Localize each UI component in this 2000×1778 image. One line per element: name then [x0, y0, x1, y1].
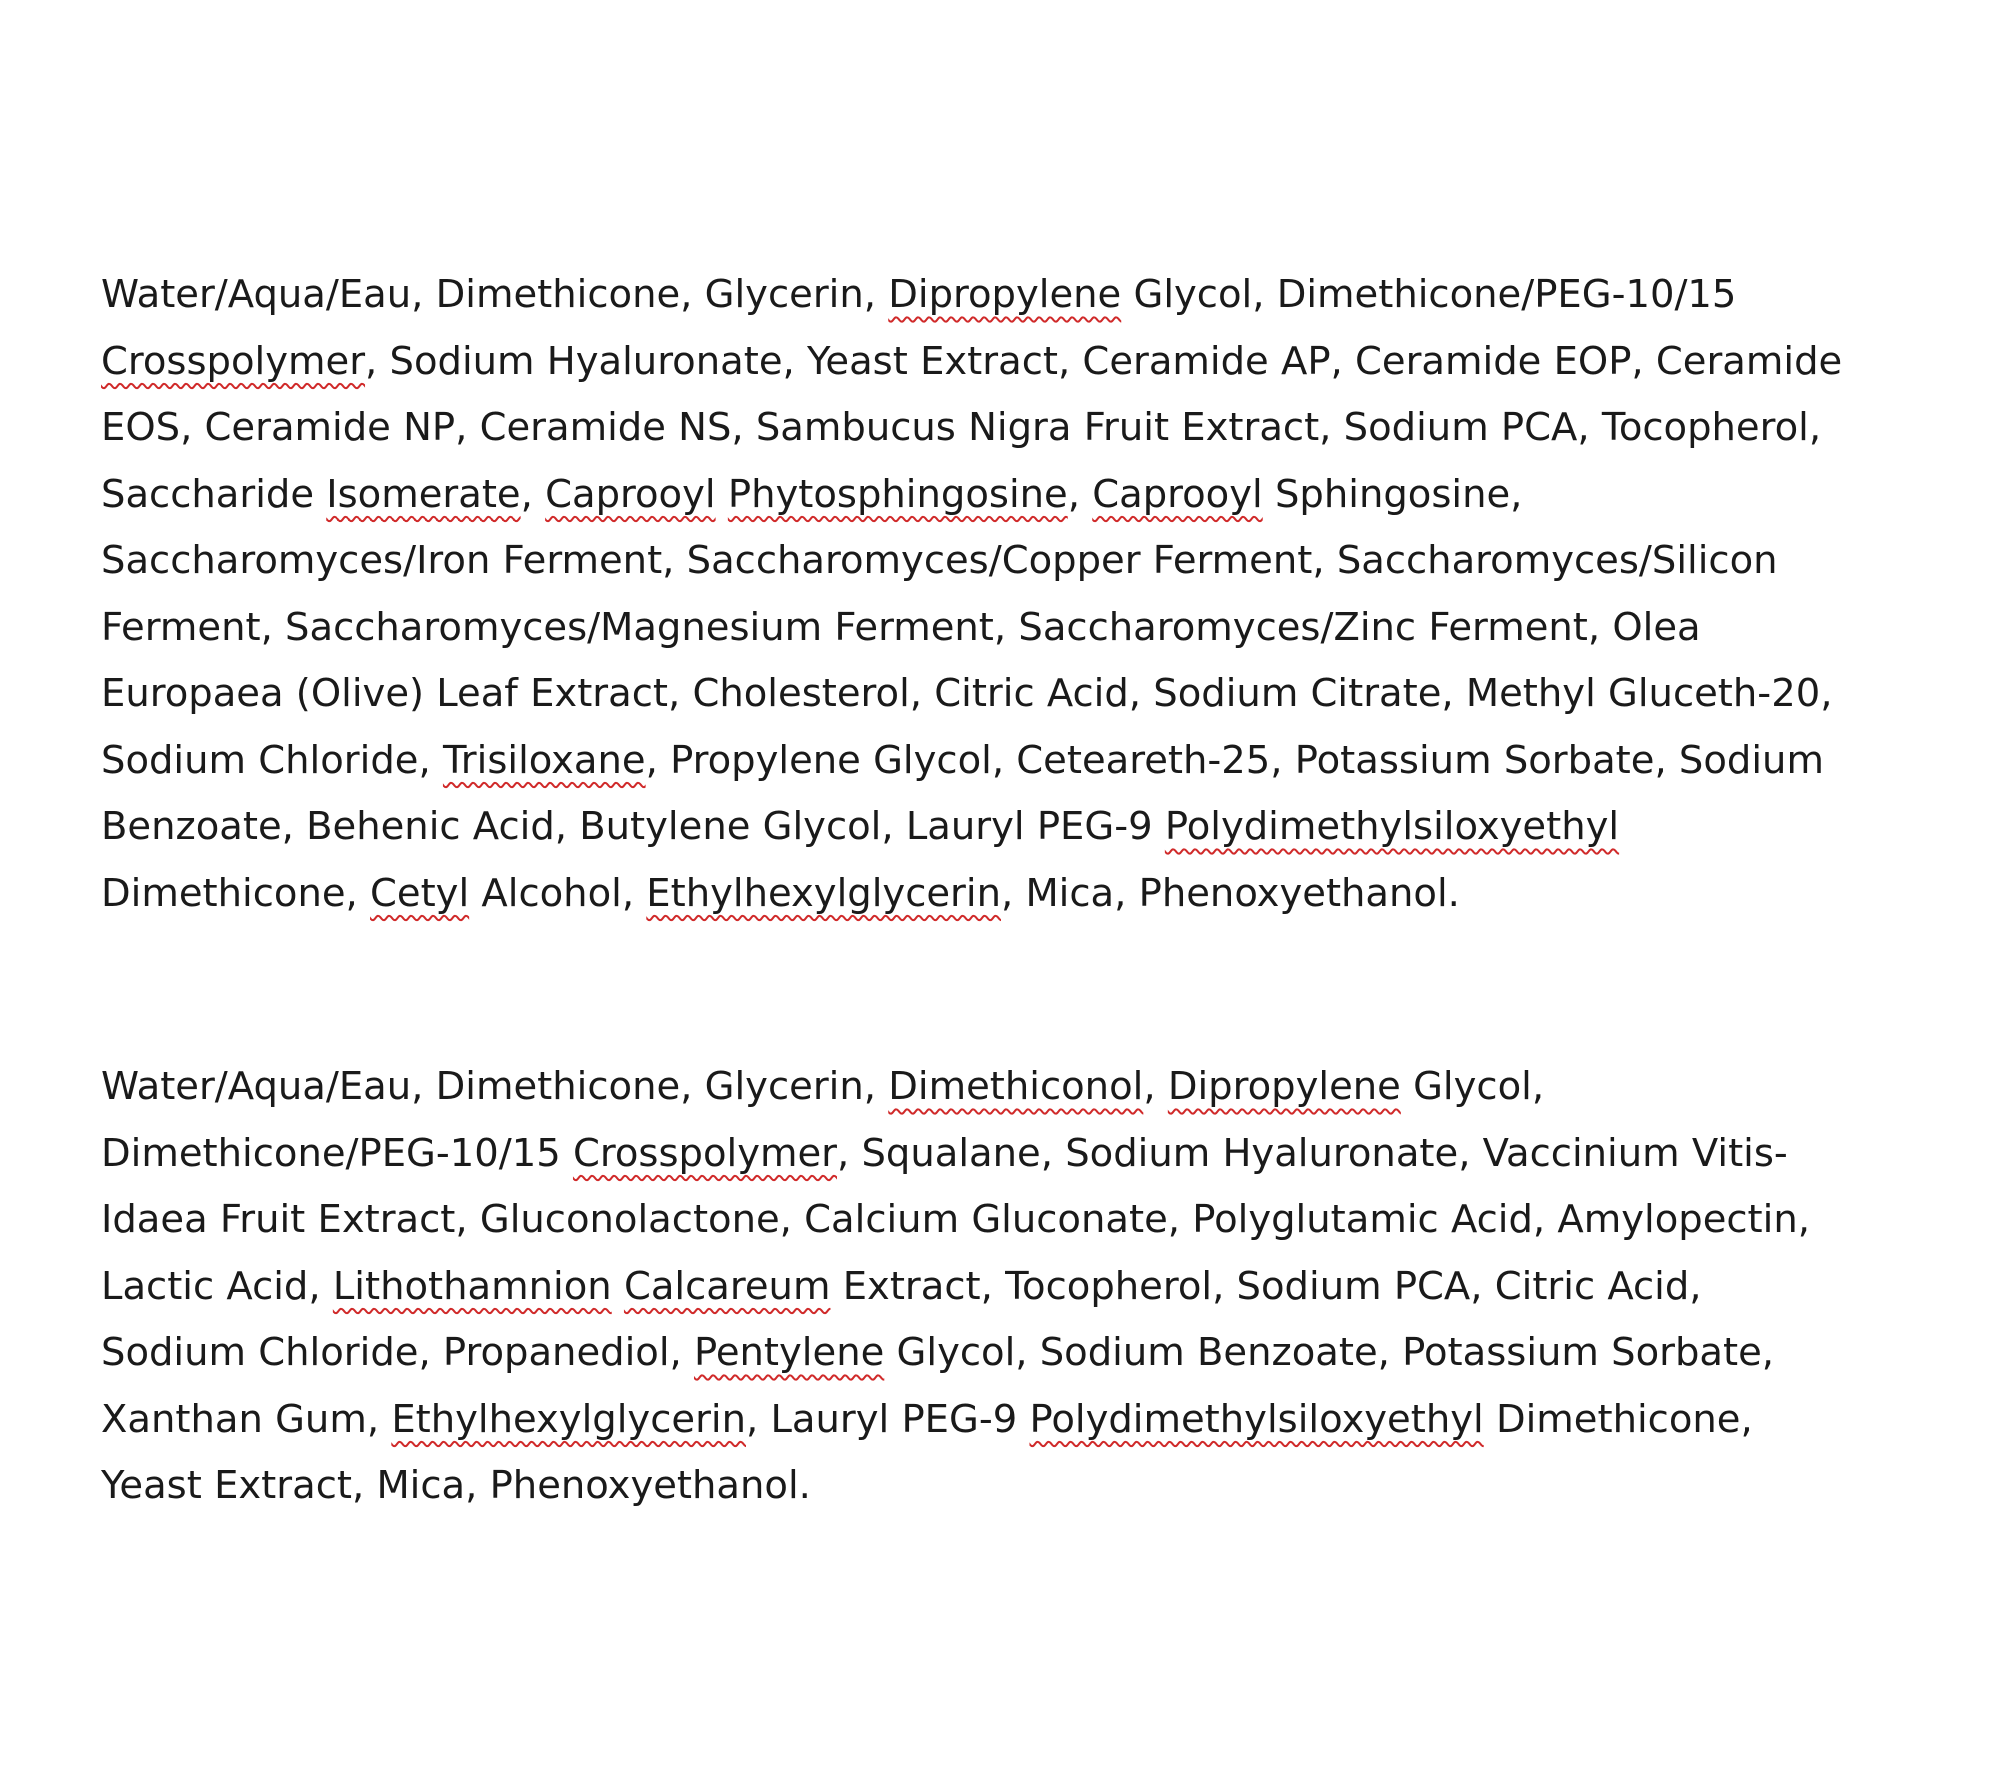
text-line — [101, 1187, 1941, 1254]
ingredient-list-2 — [101, 1054, 1941, 1520]
spellcheck-flagged-word: Calcareum — [623, 1263, 831, 1309]
text-line — [101, 1054, 1941, 1121]
text-line — [101, 1453, 1941, 1520]
text-segment: Saccharide — [101, 471, 327, 517]
spellcheck-flagged-word: Dimethiconol — [888, 1064, 1144, 1109]
text-segment: Water/Aqua/Eau, Dimethicone, Glycerin, — [101, 272, 889, 317]
text-segment: Sphingosine, — [1262, 471, 1523, 517]
text-segment: Yeast Extract, Mica, Phenoxyethanol. — [101, 1463, 811, 1508]
text-segment: , Squalane, Sodium Hyaluronate, Vaccinium Vitis- — [837, 1130, 1788, 1176]
text-line — [101, 1387, 1941, 1454]
spellcheck-flagged-word: Cetyl — [370, 870, 470, 916]
text-line — [101, 395, 1941, 462]
text-segment: Glycol, Dimethicone/PEG-10/15 — [1121, 272, 1737, 317]
text-line — [101, 1320, 1941, 1387]
text-line — [101, 329, 1941, 396]
text-segment: Lactic Acid, — [101, 1263, 333, 1309]
text-segment: , Mica, Phenoxyethanol. — [1000, 870, 1460, 916]
text-segment: EOS, Ceramide NP, Ceramide NS, Sambucus Nigra Fruit Extract, Sodium PCA, Tocopherol, — [101, 405, 1822, 450]
text-segment: , — [520, 471, 546, 517]
spellcheck-flagged-word: Dipropylene — [1167, 1064, 1401, 1109]
spellcheck-flagged-word: Polydimethylsiloxyethyl — [1164, 804, 1620, 849]
spellcheck-flagged-word: Lithothamnion — [332, 1263, 612, 1309]
text-segment: Extract, Tocopherol, Sodium PCA, Citric Acid, — [830, 1263, 1702, 1309]
text-segment: Xanthan Gum, — [101, 1396, 392, 1442]
text-line — [101, 728, 1941, 795]
spellcheck-flagged-word: Caprooyl — [1092, 471, 1263, 517]
text-segment: Saccharomyces/Iron Ferment, Saccharomyces/Copper Ferment, Saccharomyces/Silicon — [101, 538, 1778, 583]
text-segment: Dimethicone, — [101, 870, 371, 916]
text-segment: Sodium Chloride, — [101, 737, 443, 783]
text-segment: Benzoate, Behenic Acid, Butylene Glycol, Lauryl PEG-9 — [101, 804, 1165, 849]
spellcheck-flagged-word: Crosspolymer — [101, 338, 366, 384]
text-line — [101, 794, 1941, 861]
text-line — [101, 1254, 1941, 1321]
text-segment: Glycol, Sodium Benzoate, Potassium Sorbate, — [884, 1330, 1775, 1375]
text-line — [101, 1121, 1941, 1188]
spellcheck-flagged-word: Ethylhexylglycerin — [646, 870, 1001, 916]
text-segment: Dimethicone, — [1483, 1396, 1753, 1442]
text-segment: Europaea (Olive) Leaf Extract, Cholesterol, Citric Acid, Sodium Citrate, Methyl Gluceth-20, — [101, 671, 1833, 716]
text-line — [101, 861, 1941, 928]
text-segment — [716, 472, 728, 517]
text-line — [101, 262, 1941, 329]
spellcheck-flagged-word: Trisiloxane — [442, 737, 646, 783]
spellcheck-flagged-word: Caprooyl — [545, 471, 716, 517]
text-line — [101, 462, 1941, 529]
spellcheck-flagged-word: Dipropylene — [888, 272, 1122, 317]
text-segment: Idaea Fruit Extract, Gluconolactone, Calcium Gluconate, Polyglutamic Acid, Amylopectin, — [101, 1197, 1810, 1242]
text-segment: , Lauryl PEG-9 — [746, 1396, 1030, 1442]
ingredient-list-1 — [101, 262, 1941, 927]
text-segment: , Sodium Hyaluronate, Yeast Extract, Ceramide AP, Ceramide EOP, Ceramide — [365, 338, 1843, 384]
text-line — [101, 528, 1941, 595]
text-line — [101, 595, 1941, 662]
spellcheck-flagged-word: Isomerate — [326, 471, 521, 517]
spellcheck-flagged-word: Polydimethylsiloxyethyl — [1029, 1396, 1484, 1442]
text-segment: Alcohol, — [469, 870, 647, 916]
text-line — [101, 661, 1941, 728]
text-segment — [612, 1264, 624, 1309]
text-segment: Ferment, Saccharomyces/Magnesium Ferment, Saccharomyces/Zinc Ferment, Olea — [101, 604, 1701, 650]
text-segment: Water/Aqua/Eau, Dimethicone, Glycerin, — [101, 1064, 889, 1109]
text-segment: Glycol, — [1400, 1064, 1545, 1109]
spellcheck-flagged-word: Phytosphingosine — [727, 471, 1068, 517]
text-segment: , Propylene Glycol, Ceteareth-25, Potassium Sorbate, Sodium — [645, 737, 1824, 783]
text-segment: , — [1067, 471, 1093, 517]
spellcheck-flagged-word: Ethylhexylglycerin — [391, 1396, 746, 1442]
text-segment: , — [1143, 1064, 1168, 1109]
text-segment: Sodium Chloride, Propanediol, — [101, 1330, 694, 1375]
spellcheck-flagged-word: Crosspolymer — [572, 1130, 837, 1176]
spellcheck-flagged-word: Pentylene — [694, 1330, 885, 1375]
text-segment: Dimethicone/PEG-10/15 — [101, 1130, 573, 1176]
